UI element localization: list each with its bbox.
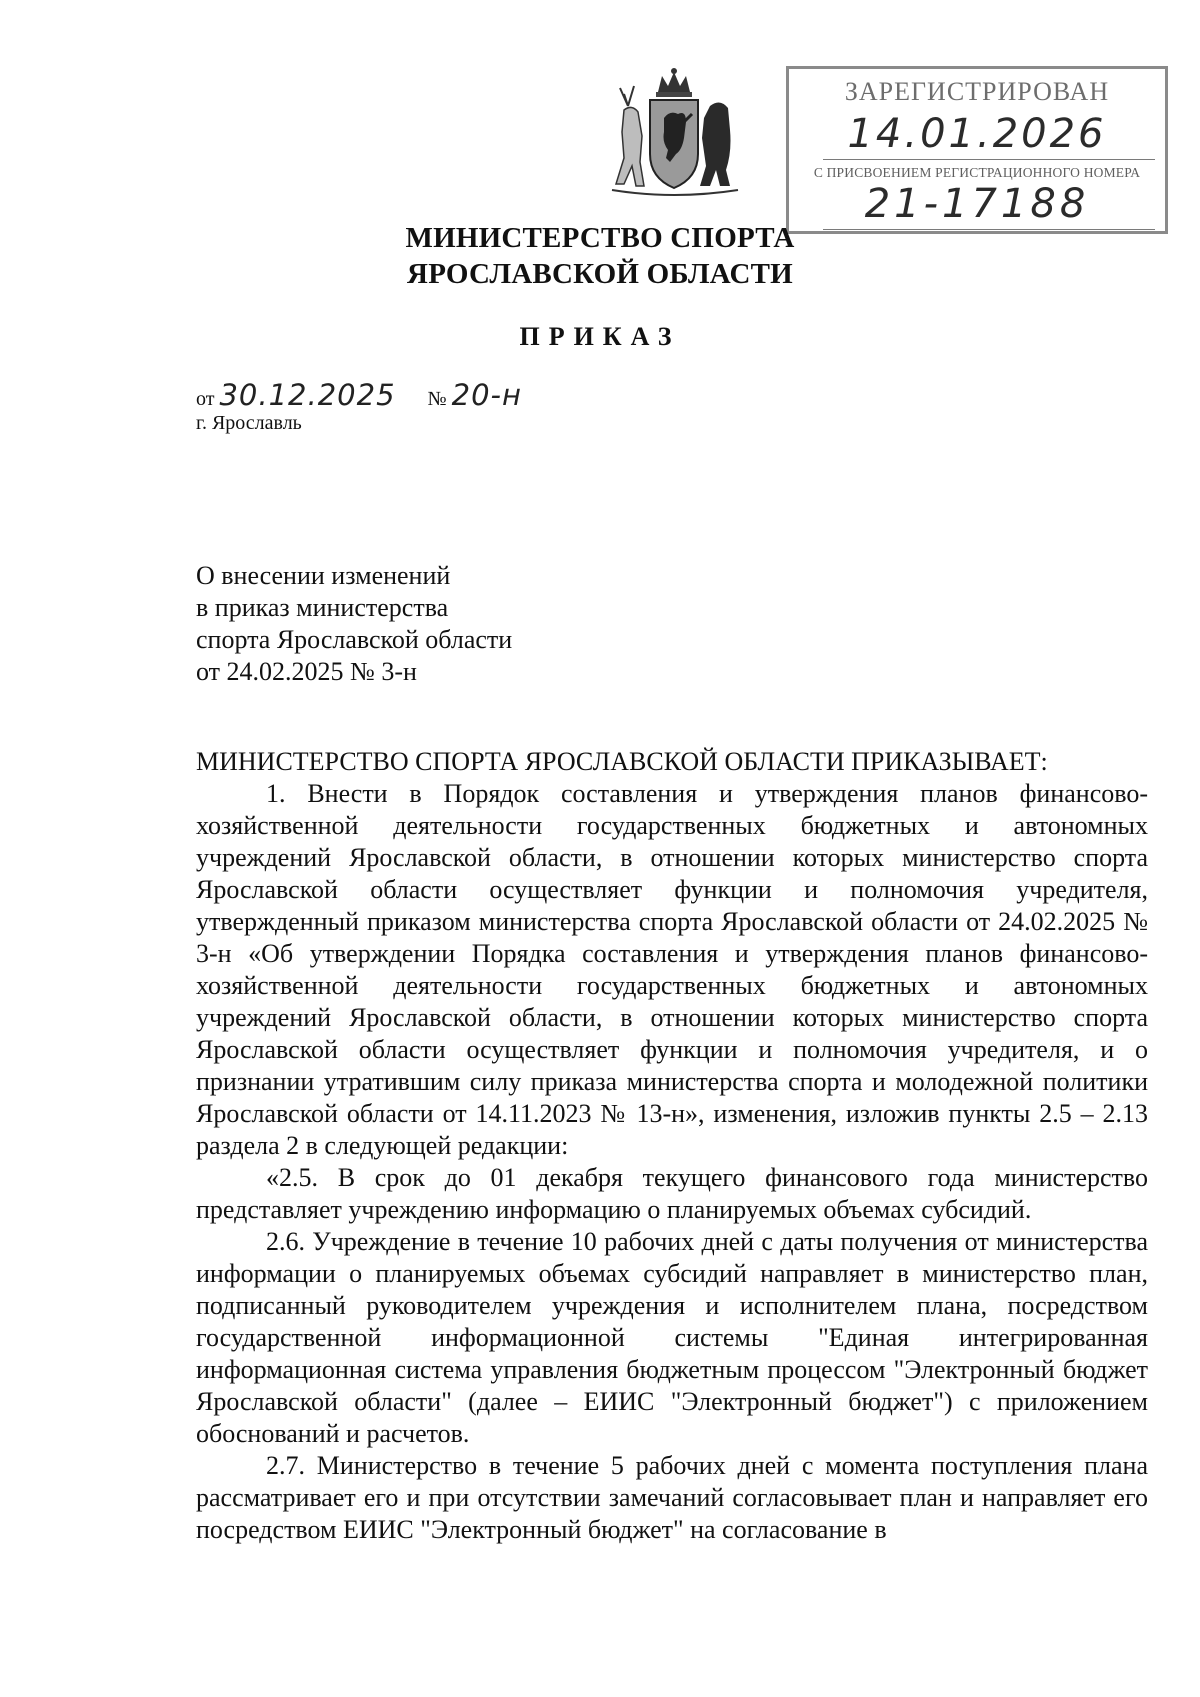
- stamp-registration-number: 21-17188: [864, 181, 1090, 227]
- paragraph: 1. Внести в Порядок составления и утверждения планов финансово-хозяйственной деятельности государственных бюджетных и автономных учреждений Ярославской области, в отношении которых министерство спорта Ярославской области осуществляет функции и полномочия учредителя, утвержденный приказом министерства спорта Ярославской области от 24.02.2025 № 3-н «Об утверждении Порядка составления и утверждения планов финансово-хозяйственной деятельности государственных бюджетных и автономных учреждений Ярославской области, в отношении которых министерство спорта Ярославской области осуществляет функции и полномочия учредителя, и о признании утратившим силу приказа министерства спорта и молодежной политики Ярославской области от 14.11.2023 № 13-н», изменения, изложив пункты 2.5 – 2.13 раздела 2 в следующей редакции:: [196, 779, 1148, 1160]
- subject-line: в приказ министерства: [196, 593, 449, 622]
- subject-line: О внесении изменений: [196, 561, 451, 590]
- registration-stamp: [786, 66, 1168, 234]
- paragraph: 2.7. Министерство в течение 5 рабочих дней с момента поступления плана рассматривает его и при отсутствии замечаний согласовывает план и направляет его посредством ЕИИС "Электронный бюджет" на согласование в: [196, 1451, 1148, 1544]
- coat-of-arms-emblem: [598, 66, 750, 206]
- order-number: 20-н: [451, 378, 522, 412]
- order-date: 30.12.2025: [219, 378, 396, 412]
- stamp-registration-date: 14.01.2026: [847, 111, 1107, 157]
- ministry-line-2: ЯРОСЛАВСКОЙ ОБЛАСТИ: [407, 258, 793, 290]
- from-label: от: [196, 388, 215, 410]
- paragraph: «2.5. В срок до 01 декабря текущего финансового года министерство представляет учреждению информацию о планируемых объемах субсидий.: [196, 1163, 1148, 1224]
- stamp-subtitle: С ПРИСВОЕНИЕМ РЕГИСТРАЦИОННОГО НОМЕРА: [813, 165, 1141, 180]
- city-label: г. Ярославль: [196, 412, 302, 434]
- order-body: [196, 746, 1148, 1546]
- order-date-number-line: [196, 378, 522, 412]
- ministry-line-1: МИНИСТЕРСТВО СПОРТА: [405, 222, 795, 254]
- subject-line: спорта Ярославской области: [196, 625, 513, 654]
- paragraph: 2.6. Учреждение в течение 10 рабочих дней с даты получения от министерства информации о планируемых объемах субсидий направляет в министерство план, подписанный руководителем учреждения и исполнителем плана, посредством государственной информационной системы "Единая интегрированная информационная система управления бюджетным процессом "Электронный бюджет Ярославской области" (далее – ЕИИС "Электронный бюджет") с приложением обоснований и расчетов.: [196, 1227, 1148, 1448]
- subject-line: от 24.02.2025 № 3-н: [196, 657, 417, 686]
- number-label: №: [427, 388, 447, 410]
- document-type-title: ПРИКАЗ: [519, 322, 681, 351]
- stamp-title: ЗАРЕГИСТРИРОВАН: [844, 77, 1110, 106]
- stamp-divider: [823, 159, 1155, 160]
- ministry-header: [0, 220, 1200, 292]
- body-heading: МИНИСТЕРСТВО СПОРТА ЯРОСЛАВСКОЙ ОБЛАСТИ ПРИКАЗЫВАЕТ:: [196, 747, 1048, 776]
- order-subject: [196, 560, 512, 688]
